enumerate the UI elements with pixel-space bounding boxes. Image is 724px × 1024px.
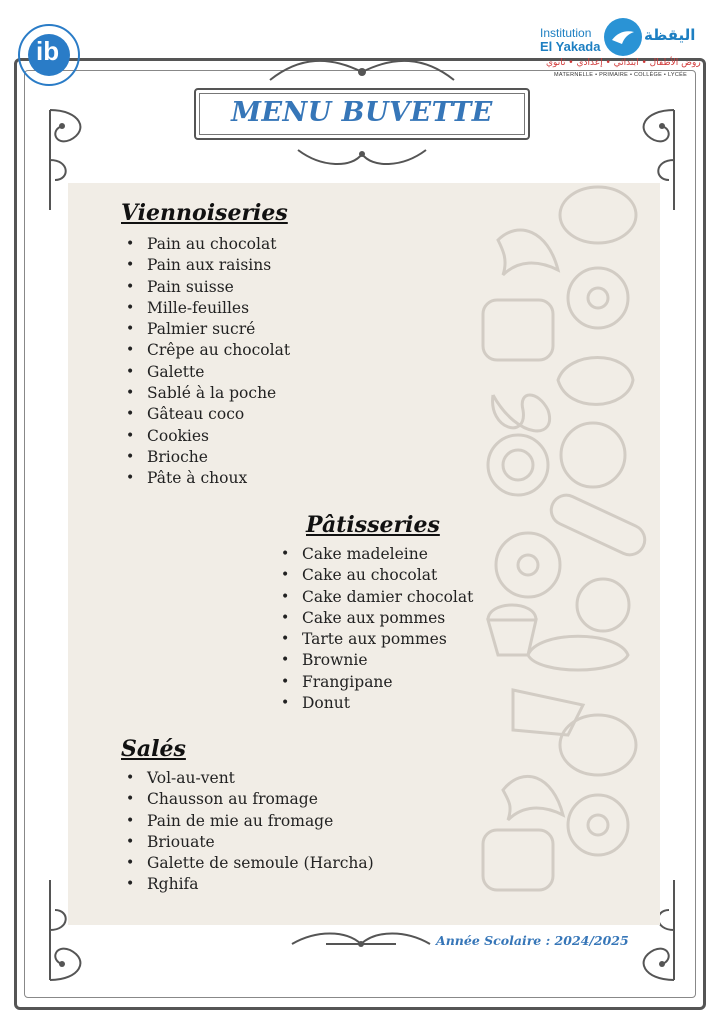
school-year-footer: Année Scolaire : 2024/2025 — [436, 933, 629, 948]
school-name-arabic: اليقظة — [644, 26, 696, 44]
cake-slice-icon — [513, 690, 583, 735]
list-item: • Cake au chocolat — [277, 565, 473, 586]
toast-icon-2 — [483, 830, 553, 890]
list-item: • Pâte à choux — [122, 468, 290, 489]
list-item: • Cake aux pommes — [277, 608, 473, 629]
school-subtitle: MATERNELLE • PRIMAIRE • COLLÈGE • LYCÉE — [554, 72, 688, 78]
list-item: • Cookies — [122, 426, 290, 447]
school-subtitle-arabic: روض الأطفال • ابتدائي • إعدادي • ثانوي — [546, 58, 701, 68]
cake-icon — [577, 579, 629, 631]
list-item: • Pain au chocolat — [122, 234, 290, 255]
patisseries-list — [277, 544, 473, 714]
list-item: • Brownie — [277, 650, 473, 671]
list-item: • Cake madeleine — [277, 544, 473, 565]
cinnamon-roll-icon — [488, 435, 548, 495]
list-item: • Pain aux raisins — [122, 255, 290, 276]
baguette-icon — [546, 490, 649, 559]
croissant-icon — [498, 230, 558, 275]
sales-list — [122, 768, 374, 896]
list-item: • Crêpe au chocolat — [122, 340, 290, 361]
list-item: • Pain de mie au fromage — [122, 811, 374, 832]
list-item: • Rghifa — [122, 874, 374, 895]
school-bird-icon — [604, 18, 642, 56]
donut-icon — [568, 268, 628, 328]
flourish-bottom-center — [286, 930, 436, 956]
donut-icon-2 — [496, 533, 560, 597]
section-title-patisseries: Pâtisseries — [306, 512, 440, 538]
list-item: • Frangipane — [277, 672, 473, 693]
ib-logo — [14, 20, 84, 90]
pastry-illustrations — [478, 180, 658, 920]
list-item: • Tarte aux pommes — [277, 629, 473, 650]
list-item: • Pain suisse — [122, 277, 290, 298]
cookie-icon — [558, 358, 633, 405]
bread-icon-2 — [560, 715, 636, 775]
list-item: • Sablé à la poche — [122, 383, 290, 404]
page-title: MENU BUVETTE — [231, 97, 493, 128]
list-item: • Briouate — [122, 832, 374, 853]
section-title-viennoiseries: Viennoiseries — [121, 200, 288, 226]
cupcake-icon — [488, 605, 536, 655]
list-item: • Galette de semoule (Harcha) — [122, 853, 374, 874]
list-item: • Donut — [277, 693, 473, 714]
flourish-under-title — [292, 144, 432, 170]
toast-icon — [483, 300, 553, 360]
list-item: • Brioche — [122, 447, 290, 468]
bread-icon — [560, 187, 636, 243]
list-item: • Gâteau coco — [122, 404, 290, 425]
list-item: • Cake damier chocolat — [277, 587, 473, 608]
section-title-sales: Salés — [121, 736, 186, 762]
croissant-icon-2 — [503, 776, 563, 820]
donut-icon-3 — [568, 795, 628, 855]
viennoiseries-list — [122, 234, 290, 490]
list-item: • Galette — [122, 362, 290, 383]
list-item: • Chausson au fromage — [122, 789, 374, 810]
ib-logo-text: ib — [36, 36, 60, 66]
list-item: • Palmier sucré — [122, 319, 290, 340]
list-item: • Mille-feuilles — [122, 298, 290, 319]
school-name-line2: El Yakada — [540, 39, 601, 54]
school-name-line1: Institution — [540, 26, 592, 40]
list-item: • Vol-au-vent — [122, 768, 374, 789]
flourish-top-center — [260, 52, 464, 86]
pie-icon — [528, 636, 628, 670]
pretzel-icon — [561, 423, 625, 487]
school-logo — [540, 14, 710, 84]
title-banner — [194, 88, 530, 140]
palmier-icon — [493, 395, 550, 431]
school-name — [540, 26, 600, 54]
